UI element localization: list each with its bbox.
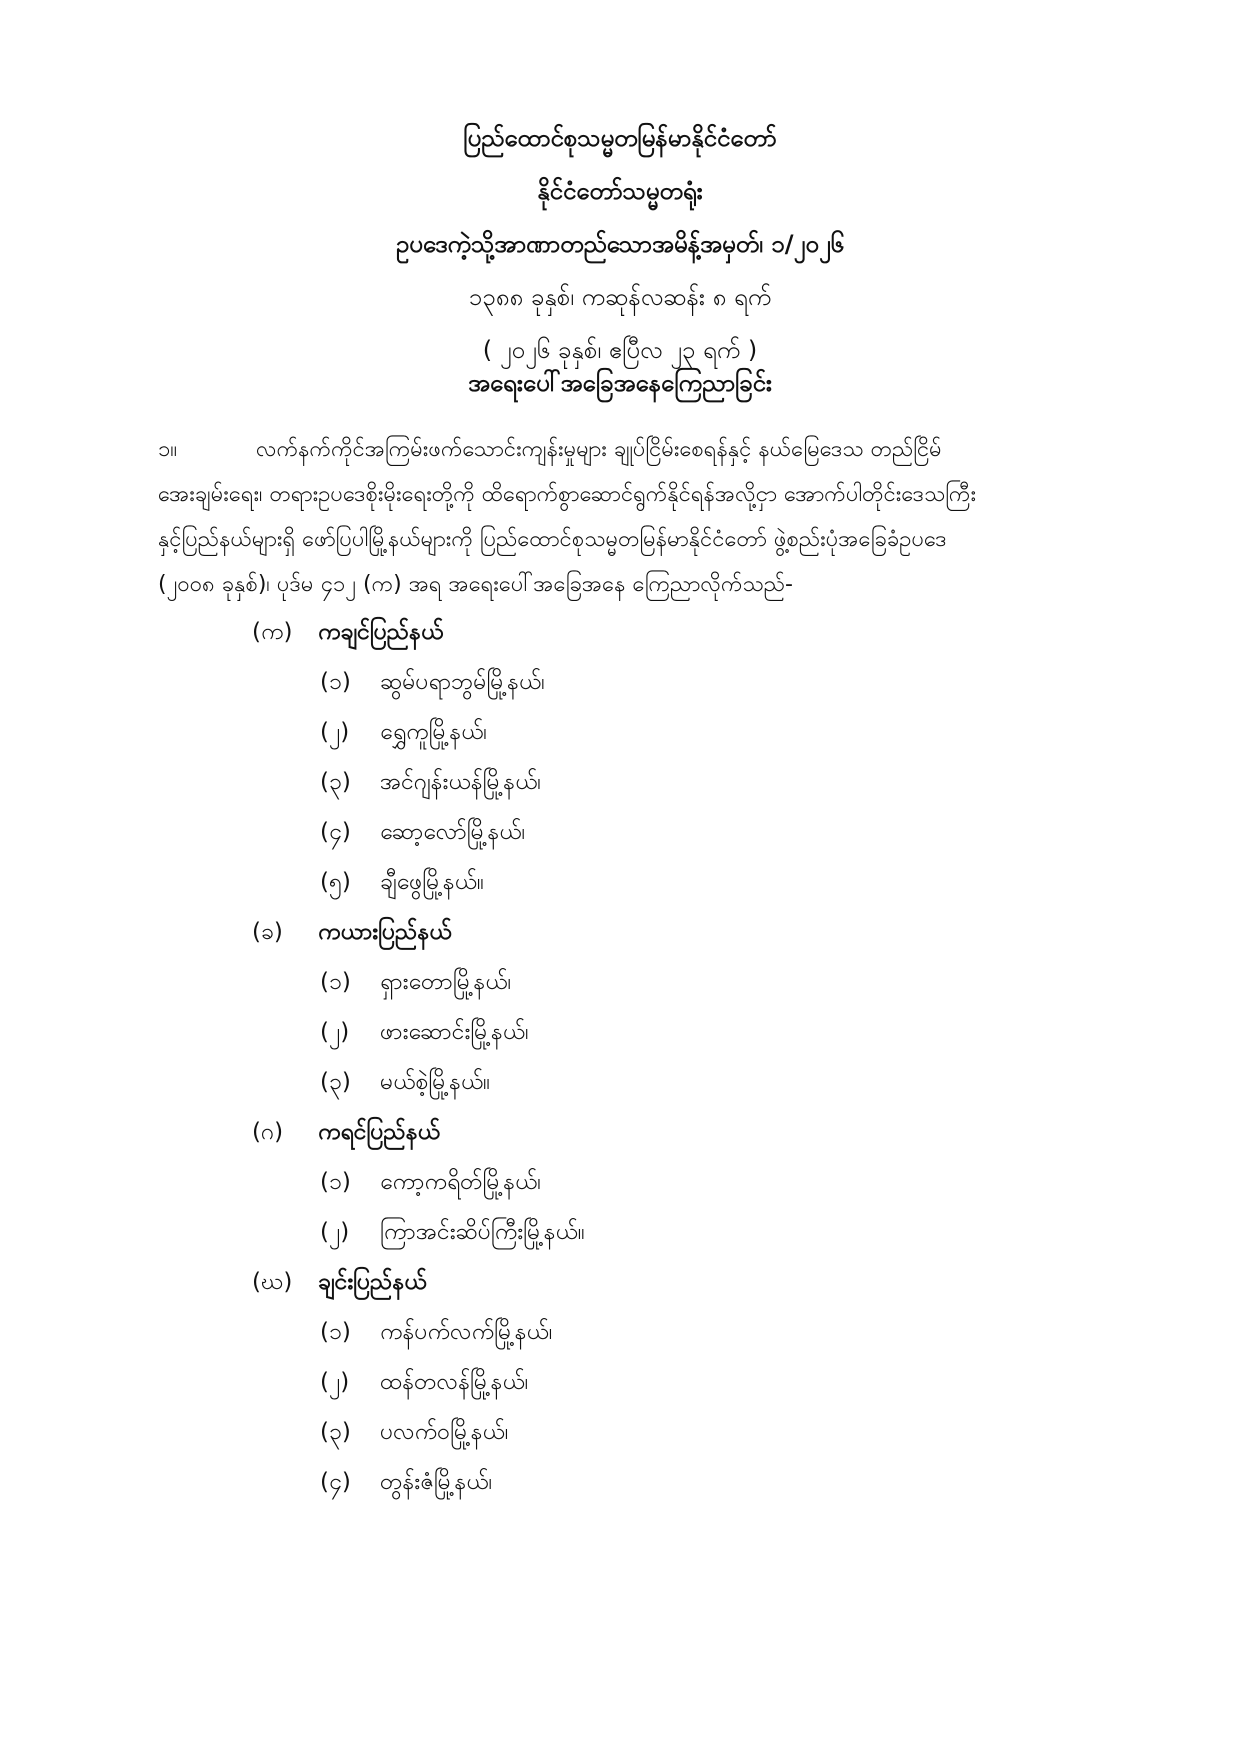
township-name: ပလက်ဝမြို့နယ်၊ <box>380 1419 509 1445</box>
state-number: (ဂ) <box>252 1119 284 1145</box>
township-name: ရှားတောမြို့နယ်၊ <box>380 969 512 995</box>
township-name: တွန်းဇံမြို့နယ်၊ <box>380 1469 493 1495</box>
township-item <box>252 1207 1112 1257</box>
township-number: (၄) <box>320 819 351 845</box>
township-name: ကန်ပက်လက်မြို့နယ်၊ <box>380 1319 553 1345</box>
township-item <box>252 1157 1112 1207</box>
state-heading <box>252 607 1112 657</box>
state-name: ကယားပြည်နယ် <box>318 919 452 945</box>
gregorian-date: ( ၂၀၂၆ ခုနှစ်၊ ဧပြီလ ၂၃ ရက် ) <box>482 336 758 364</box>
state-number: (ခ) <box>252 919 283 945</box>
township-item <box>252 1007 1112 1057</box>
township-name: ချီဖွေမြို့နယ်။ <box>380 869 484 895</box>
township-item <box>252 1057 1112 1107</box>
township-item <box>252 657 1112 707</box>
township-name: ကော့ကရိတ်မြို့နယ်၊ <box>380 1169 541 1195</box>
township-name: ဆော့လော်မြို့နယ်၊ <box>380 819 526 845</box>
township-name: ကြာအင်းဆိပ်ကြီးမြို့နယ်။ <box>380 1219 585 1245</box>
township-item <box>252 1357 1112 1407</box>
country-name: ပြည်ထောင်စုသမ္မတမြန်မာနိုင်ငံတော် <box>463 124 777 152</box>
state-heading <box>252 1257 1112 1307</box>
township-item <box>252 857 1112 907</box>
document-header <box>0 112 1240 377</box>
paragraph-line <box>158 427 1116 472</box>
state-heading <box>252 907 1112 957</box>
township-number: (၂) <box>320 1369 350 1395</box>
township-number: (၂) <box>320 719 350 745</box>
state-number: (ဃ) <box>252 1269 293 1295</box>
township-item <box>252 707 1112 757</box>
intro-paragraph <box>158 427 1116 607</box>
state-name: ကချင်ပြည်နယ် <box>318 619 444 645</box>
document-subject: အရေးပေါ်အခြေအနေကြေညာခြင်း <box>467 369 773 397</box>
township-list <box>252 607 1112 1507</box>
township-item <box>252 1407 1112 1457</box>
state-name: ကရင်ပြည်နယ် <box>318 1119 440 1145</box>
paragraph-line: နှင့်ပြည်နယ်များရှိ ဖော်ပြပါမြို့နယ်များကို ပြည်ထောင်စုသမ္မတမြန်မာနိုင်ငံတော် ဖွဲ့စည်းပုံအခြေခံဥပဒေ <box>158 527 947 552</box>
township-item <box>252 807 1112 857</box>
township-name: ဖားဆောင်းမြို့နယ်၊ <box>380 1019 529 1045</box>
paragraph-line: အေးချမ်းရေး၊ တရားဥပဒေစိုးမိုးရေးတို့ကို ထိရောက်စွာဆောင်ရွက်နိုင်ရန်အလို့ငှာ အောက်ပါတိုင်းဒေသကြီး <box>158 482 977 507</box>
township-number: (၂) <box>320 1019 350 1045</box>
township-number: (၃) <box>320 1069 351 1095</box>
township-number: (၁) <box>320 969 351 995</box>
township-number: (၂) <box>320 1219 350 1245</box>
township-name: ထန်တလန်မြို့နယ်၊ <box>380 1369 529 1395</box>
township-item <box>252 1307 1112 1357</box>
township-item <box>252 957 1112 1007</box>
township-item <box>252 1457 1112 1507</box>
paragraph-line: (၂၀၀၈ ခုနှစ်)၊ ပုဒ်မ ၄၁၂ (က) အရ အရေးပေါ်အခြေအနေ ကြေညာလိုက်သည်- <box>158 572 793 597</box>
township-number: (၅) <box>320 869 351 895</box>
township-name: ရွှေကူမြို့နယ်၊ <box>380 719 488 745</box>
order-number: ဥပဒေကဲ့သို့အာဏာတည်သောအမိန့်အမှတ်၊ ၁/၂၀၂၆ <box>395 230 845 258</box>
township-name: မယ်စဲ့မြို့နယ်။ <box>380 1069 491 1095</box>
township-number: (၄) <box>320 1469 351 1495</box>
township-number: (၃) <box>320 769 351 795</box>
state-name: ချင်းပြည်နယ် <box>318 1269 427 1295</box>
township-item <box>252 757 1112 807</box>
township-number: (၁) <box>320 1319 351 1345</box>
township-name: အင်ဂျန်းယန်မြို့နယ်၊ <box>380 769 542 795</box>
paragraph-number: ၁။ <box>158 437 178 462</box>
township-number: (၁) <box>320 1169 351 1195</box>
township-number: (၃) <box>320 1419 351 1445</box>
paragraph-text: လက်နက်ကိုင်အကြမ်းဖက်သောင်းကျန်းမှုများ ချုပ်ငြိမ်းစေရန်နှင့် နယ်မြေဒေသ တည်ငြိမ် <box>256 437 942 462</box>
state-number: (က) <box>252 619 293 645</box>
township-name: ဆွမ်ပရာဘွမ်မြို့နယ်၊ <box>380 669 545 695</box>
state-heading <box>252 1107 1112 1157</box>
myanmar-date: ၁၃၈၈ ခုနှစ်၊ ကဆုန်လဆန်း ၈ ရက် <box>468 283 772 311</box>
township-number: (၁) <box>320 669 351 695</box>
office-name: နိုင်ငံတော်သမ္မတရုံး <box>537 177 703 205</box>
